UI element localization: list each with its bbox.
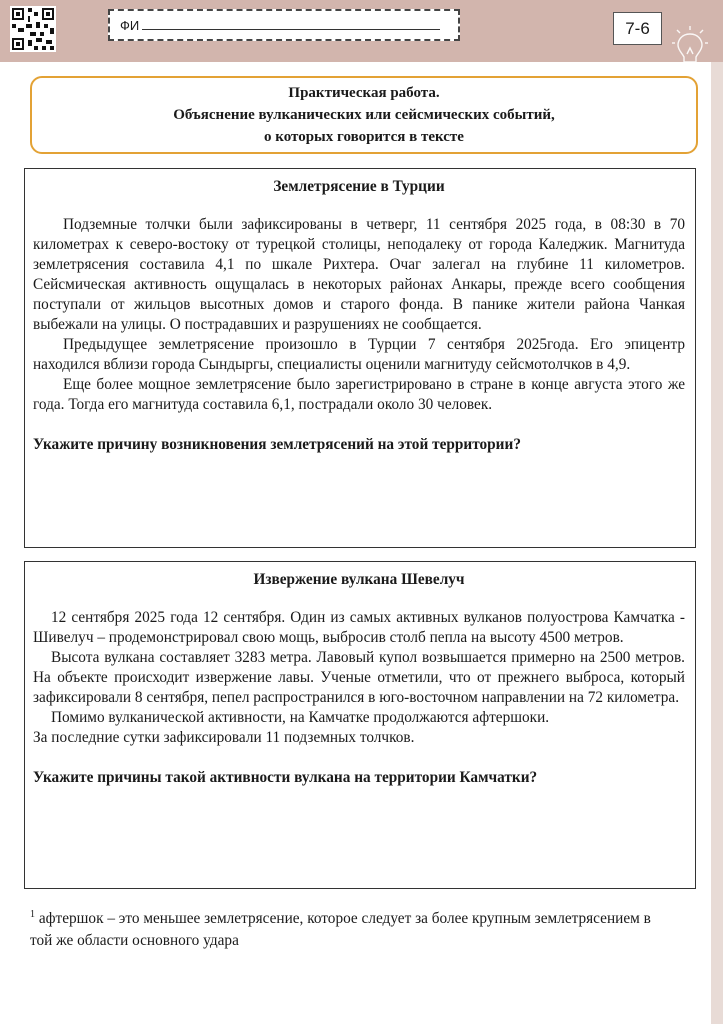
footnote-mark: 1 xyxy=(30,909,35,920)
side-stripe xyxy=(711,62,723,1024)
work-title xyxy=(30,76,698,154)
volcano-paragraph-3: Помимо вулканической активности, на Камчатке продолжаются афтершоки. xyxy=(51,709,550,726)
volcano-heading: Извержение вулкана Шевелуч xyxy=(253,571,465,588)
title-line-1: Практическая работа. xyxy=(288,85,440,101)
name-field-label: ФИ xyxy=(120,18,140,33)
earthquake-paragraph-3: Еще более мощное землетрясение было зарегистрировано в стране в конце августа этого же года. Тогда его магнитуда составила 6,1, пострадали около 30 человек. xyxy=(33,376,685,413)
volcano-paragraph-1: 12 сентября 2025 года 12 сентября. Один из самых активных вулканов полуострова Камчатка - Шивелуч – продемонстрировал свою мощь, выбросив столб пепла на высоту 4500 метров. xyxy=(33,609,685,646)
volcano-question: Укажите причины такой активности вулкана на территории Камчатки? xyxy=(33,769,538,786)
earthquake-question: Укажите причину возникновения землетрясений на этой территории? xyxy=(33,436,521,453)
volcano-section xyxy=(24,561,696,889)
footnote-text: афтершок – это меньшее землетрясение, которое следует за более крупным землетрясением в той же области основного удара xyxy=(30,910,651,950)
qr-code-icon xyxy=(10,6,56,52)
volcano-paragraph-2: Высота вулкана составляет 3283 метра. Лавовый купол возвышается примерно на 2500 метров. На объекте происходит извержение лавы. Ученые отметили, что от прежнего выброса, который зафиксировали 8 сентября, пепел распространился в юго-восточном направлении на 72 километра. xyxy=(33,649,685,706)
earthquake-heading: Землетрясение в Турции xyxy=(273,178,445,195)
footnote xyxy=(30,904,670,952)
name-field-line xyxy=(142,29,440,30)
name-field[interactable] xyxy=(108,9,460,41)
title-line-2: Объяснение вулканических или сейсмических событий, xyxy=(173,107,555,123)
volcano-paragraph-4: За последние сутки зафиксировали 11 подземных толчков. xyxy=(33,729,415,746)
earthquake-paragraph-1: Подземные толчки были зафиксированы в четверг, 11 сентября 2025 года, в 08:30 в 70 километрах к северо-востоку от турецкой столицы, неподалеку от города Каледжик. Магнитуда землетрясения составила 4,1 по шкале Рихтера. Очаг залегал на глубине 11 километров. Сейсмическая активность ощущалась в некоторых районах Анкары, прежде всего сообщения поступали от жильцов высотных домов и старого фонда. В панике жители района Чанкая выбежали на улицы. О пострадавших и разрушениях не сообщается. xyxy=(33,216,685,333)
variant-code: 7-6 xyxy=(613,12,662,45)
lightbulb-icon xyxy=(671,24,709,76)
earthquake-section xyxy=(24,168,696,548)
earthquake-paragraph-2: Предыдущее землетрясение произошло в Турции 7 сентября 2025года. Его эпицентр находился вблизи города Сындыргы, специалисты оценили магнитуду сейсмотолчков в 4,9. xyxy=(33,336,685,373)
title-line-3: о которых говорится в тексте xyxy=(264,129,464,145)
